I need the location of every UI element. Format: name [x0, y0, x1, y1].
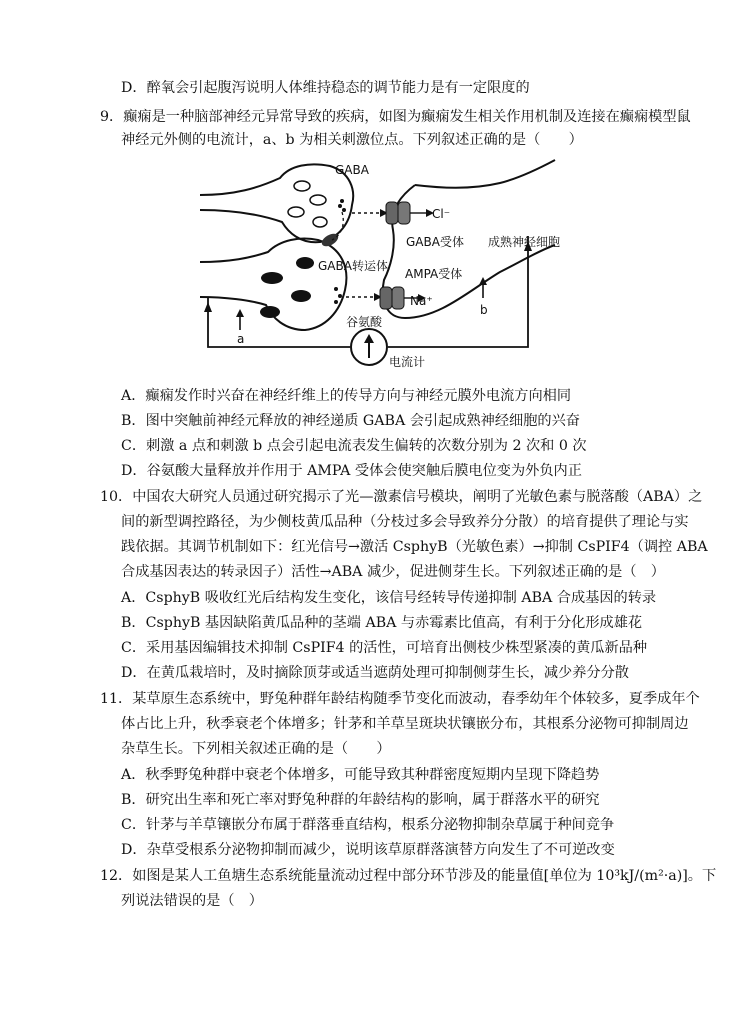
label-mature-neuron: 成熟神经细胞 [488, 235, 561, 249]
label-gaba-receptor: GABA受体 [406, 235, 464, 249]
q9-option-c: C．刺激 a 点和刺激 b 点会引起电流表发生偏转的次数分别为 2 次和 0 次 [121, 438, 587, 454]
q9-option-b: B．图中突触前神经元释放的神经递质 GABA 会引起成熟神经细胞的兴奋 [121, 413, 580, 429]
q10-option-a: A．CsphyB 吸收红光后结构发生变化，该信号经转导传递抑制 ABA 合成基因的转录 [121, 590, 657, 606]
q9-stem-line-1: 9．癫痫是一种脑部神经元异常导致的疾病，如图为癫痫发生相关作用机制及连接在癫痫模型鼠 [100, 109, 691, 125]
q11-option-a: A．秋季野兔种群中衰老个体增多，可能导致其种群密度短期内呈现下降趋势 [121, 767, 600, 783]
label-na-ion: Na⁺ [410, 294, 433, 308]
q10-stem-line-2: 间的新型调控路径，为少侧枝黄瓜品种（分枝过多会导致养分分散）的培育提供了理论与实 [121, 514, 689, 530]
q9-option-d: D．谷氨酸大量释放并作用于 AMPA 受体会使突触后膜电位变为外负内正 [121, 463, 582, 479]
vesicle-black [291, 290, 311, 302]
q11-stem-line-3: 杂草生长。下列相关叙述正确的是（ ） [121, 741, 391, 757]
vesicle-white [288, 207, 304, 217]
q10-option-d: D．在黄瓜栽培时，及时摘除顶芽或适当遮荫处理可抑制侧芽生长，减少养分分散 [121, 665, 629, 681]
q10-option-b: B．CsphyB 基因缺陷黄瓜品种的茎端 ABA 与赤霉素比值高，有利于分化形成雄花 [121, 615, 643, 631]
q11-stem-line-2: 体占比上升，秋季衰老个体增多；针茅和羊草呈斑块状镶嵌分布，其根系分泌物可抑制周边 [121, 716, 689, 732]
label-galvanometer: 电流计 [389, 355, 426, 369]
galvanometer-wire-right [388, 236, 528, 347]
q10-stem-line-3: 践依据。其调节机制如下：红光信号→激活 CsphyB（光敏色素）→抑制 CsPIF4（调控 ABA [121, 539, 708, 555]
label-gaba: GABA [335, 163, 369, 177]
label-b: b [480, 303, 488, 317]
q11-stem-line-1: 11．某草原生态系统中，野兔种群年龄结构随季节变化而波动，春季幼年个体较多，夏季成年个 [100, 691, 700, 707]
vesicle-white [313, 217, 327, 227]
vesicle-black [261, 272, 283, 284]
q10-stem-line-4: 合成基因表达的转录因子）活性→ABA 减少，促进侧芽生长。下列叙述正确的是（ ） [121, 564, 665, 580]
label-glutamate: 谷氨酸 [346, 315, 383, 329]
q9-stem-line-2: 神经元外侧的电流计，a、b 为相关刺激位点。下列叙述正确的是（ ） [121, 132, 583, 148]
label-a: a [237, 332, 245, 346]
q11-option-d: D．杂草受根系分泌物抑制而减少，说明该草原群落演替方向发生了不可逆改变 [121, 842, 615, 858]
q11-option-c: C．针茅与羊草镶嵌分布属于群落垂直结构，根系分泌物抑制杂草属于种间竞争 [121, 817, 615, 833]
q12-stem-line-2: 列说法错误的是（ ） [121, 893, 263, 909]
ampa-receptor [380, 287, 392, 309]
label-cl-ion: Cl⁻ [432, 207, 451, 221]
gaba-receptor [386, 202, 398, 224]
label-gaba-transporter: GABA转运体 [318, 259, 388, 273]
q10-option-c: C．采用基因编辑技术抑制 CsPIF4 的活性，可培育出侧枝少株型紧凑的黄瓜新品种 [121, 640, 648, 656]
label-ampa-receptor: AMPA受体 [405, 267, 463, 281]
postsynaptic-membrane-top [415, 160, 555, 188]
vesicle-white [294, 181, 310, 191]
q11-option-b: B．研究出生率和死亡率对野兔种群的年龄结构的影响，属于群落水平的研究 [121, 792, 600, 808]
q10-stem-line-1: 10．中国农大研究人员通过研究揭示了光—激素信号模块，阐明了光敏色素与脱落酸（ABA）之 [100, 489, 703, 505]
upper-presynaptic-terminal [200, 164, 353, 242]
vesicle-black [296, 257, 314, 269]
vesicle-black [260, 306, 280, 318]
q8-option-d: D．醉氧会引起腹泻说明人体维持稳态的调节能力是有一定限度的 [121, 80, 530, 96]
vesicle-white [310, 195, 326, 205]
q9-option-a: A．癫痫发作时兴奋在神经纤维上的传导方向与神经元膜外电流方向相同 [121, 388, 572, 404]
q12-stem-line-1: 12．如图是某人工鱼塘生态系统能量流动过程中部分环节涉及的能量值[单位为 10³kJ/(m²·a)]。下 [100, 868, 717, 884]
synapse-diagram [0, 0, 737, 380]
